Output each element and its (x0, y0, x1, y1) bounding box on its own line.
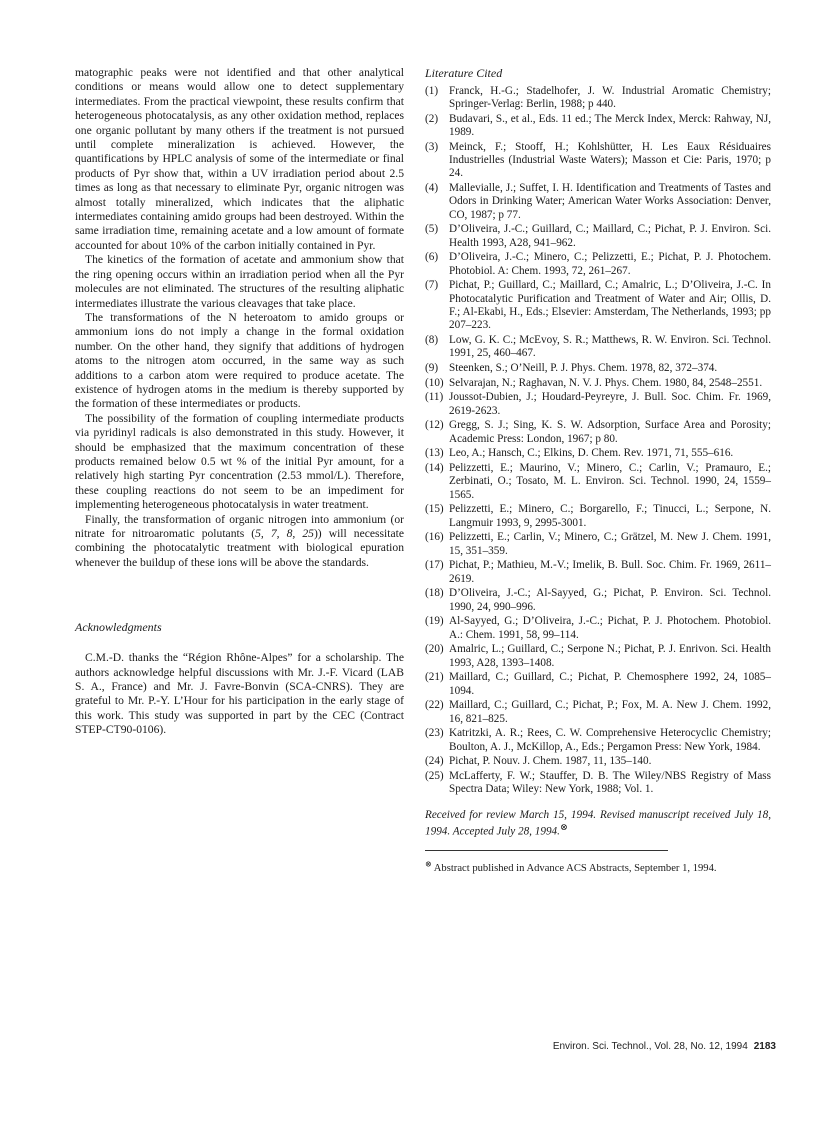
reference-text: D’Oliveira, J.-C.; Guillard, C.; Maillard, C.; Pichat, P. J. Environ. Sci. Health 1993, A28, 941–962. (449, 223, 771, 249)
reference-item (425, 699, 771, 725)
reference-number: (25) (425, 770, 444, 783)
reference-number: (13) (425, 447, 444, 460)
reference-text: Amalric, L.; Guillard, C.; Serpone N.; Pichat, P. J. Enrivon. Sci. Health 1993, A28, 1393–1408. (449, 643, 771, 669)
reference-item (425, 377, 771, 390)
reference-text: Maillard, C.; Guillard, C.; Pichat, P. Chemosphere 1992, 24, 1085–1094. (449, 671, 771, 697)
reference-item (425, 755, 771, 768)
reference-text: Pelizzetti, E.; Maurino, V.; Minero, C.; Carlin, V.; Pramauro, E.; Zerbinati, O.; Tosato, M. L. Environ. Sci. Technol. 1990, 24, 1559–1565. (449, 462, 771, 501)
reference-number: (12) (425, 419, 444, 432)
acknowledgments-text: C.M.-D. thanks the “Région Rhône-Alpes” for a scholarship. The authors acknowledge helpful discussions with Mr. J.-F. Vicard (LAB S. A., France) and Mr. J. Favre-Bonvin (SCA-CNRS). They are grateful to Mr. P.-Y. L’Hour for his participation in the early stage of this work. This study was supported in part by the CEC (Contract STEP-CT90-0106). (75, 651, 404, 737)
reference-text: Katritzki, A. R.; Rees, C. W. Comprehensive Heterocyclic Chemistry; Boulton, A. J., McKillop, A., Eds.; Pergamon Press: New York, 1984. (449, 727, 771, 753)
reference-text: Pichat, P.; Guillard, C.; Maillard, C.; Amalric, L.; D’Oliveira, J.-C. In Photocatalytic Purification and Treatment of Water and Air; Ollis, D. F.; Al-Ekabi, H., Eds.; Elsevier: Amsterdam, The Netherlands, 1993; pp 207–223. (449, 279, 771, 332)
reference-number: (23) (425, 727, 444, 740)
reference-text: Al-Sayyed, G.; D’Oliveira, J.-C.; Pichat, P. J. Photochem. Photobiol. A.: Chem. 1991, 58, 99–114. (449, 615, 771, 641)
reference-text: Selvarajan, N.; Raghavan, N. V. J. Phys. Chem. 1980, 84, 2548–2551. (449, 376, 763, 389)
reference-item (425, 419, 771, 445)
reference-text: Pelizzetti, E.; Minero, C.; Borgarello, F.; Tinucci, L.; Serpone, N. Langmuir 1993, 9, 2995-3001. (449, 503, 771, 529)
reference-item (425, 643, 771, 669)
reference-item (425, 85, 771, 111)
left-column (75, 66, 404, 738)
abstract-footnote (425, 859, 771, 875)
reference-text: Mallevialle, J.; Suffet, I. H. Identification and Treatments of Tastes and Odors in Drinking Water; American Water Works Association: Denver, CO, 1987; p 77. (449, 182, 771, 221)
reference-text: Steenken, S.; O’Neill, P. J. Phys. Chem. 1978, 82, 372–374. (449, 361, 718, 374)
reference-text: Low, G. K. C.; McEvoy, S. R.; Matthews, R. W. Environ. Sci. Technol. 1991, 25, 460–467. (449, 333, 771, 360)
received-text: Received for review March 15, 1994. Revised manuscript received July 18, 1994. Accepted July 28, 1994. (425, 808, 771, 838)
body-paragraph-4: The possibility of the formation of coupling intermediate products via pyridinyl radicals is also demonstrated in this study. However, it should be emphasized that the maximum concentration of these products remained below 0.5 wt % of the initial Pyr amount, for a relatively high starting Pyr concentration (2.53 mmol/L). Therefore, these coupling reactions do not seem to be an impediment for implementing heterogeneous photocatalysis in water treatment. (75, 411, 404, 512)
body-paragraph-3: The transformations of the N heteroatom to amido groups or ammonium ions do not imply a change in the formal oxidation number. On the other hand, they signify that additions of hydrogen atoms to the nitrogen atom occurred, in the same way as such additions to a carbon atom were required to produce acetate. The existence of hydrogen atoms in the medium is thereby supported by the formation of these intermediates or products. (75, 310, 404, 411)
reference-number: (5) (425, 223, 439, 236)
reference-number: (2) (425, 113, 439, 125)
reference-item (425, 113, 771, 139)
reference-number: (10) (425, 376, 444, 389)
reference-text: Pichat, P.; Mathieu, M.-V.; Imelik, B. Bull. Soc. Chim. Fr. 1969, 2611–2619. (449, 559, 771, 585)
received-dates (425, 809, 771, 840)
reference-item (425, 391, 771, 417)
reference-number: (18) (425, 587, 444, 600)
reference-number: (11) (425, 391, 444, 404)
reference-number: (21) (425, 671, 444, 684)
reference-item (425, 223, 771, 249)
reference-item (425, 559, 771, 585)
reference-number: (20) (425, 643, 444, 656)
reference-number: (19) (425, 615, 444, 628)
reference-text: Gregg, S. J.; Sing, K. S. W. Adsorption, Surface Area and Porosity; Academic Press: London, 1967; p 80. (449, 419, 771, 445)
reference-item (425, 671, 771, 697)
reference-text: Franck, H.-G.; Stadelhofer, J. W. Industrial Aromatic Chemistry; Springer-Verlag: Berlin, 1988; p 440. (449, 85, 771, 111)
reference-number: (9) (425, 361, 439, 374)
final-para-after: )) will necessitate combining the photocatalytic treatment with biological epuration whenever the buildup of these ions will be above the standards. (75, 527, 404, 569)
reference-item (425, 141, 771, 181)
reference-text: Maillard, C.; Guillard, C.; Pichat, P.; Fox, M. A. New J. Chem. 1992, 16, 821–825. (449, 699, 771, 725)
page-number: 2183 (753, 1041, 776, 1052)
reference-text: Pichat, P. Nouv. J. Chem. 1987, 11, 135–140. (449, 755, 652, 768)
reference-text: D’Oliveira, J.-C.; Minero, C.; Pelizzetti, E.; Pichat, P. J. Photochem. Photobiol. A: Chem. 1993, 72, 261–267. (449, 251, 771, 277)
reference-item (425, 251, 771, 277)
reference-text: Budavari, S., et al., Eds. 11 ed.; The Merck Index, Merck: Rahway, NJ, 1989. (449, 113, 771, 139)
acknowledgments-heading: Acknowledgments (75, 620, 162, 635)
reference-number: (22) (425, 699, 444, 712)
reference-number: (24) (425, 755, 444, 768)
reference-item (425, 531, 771, 557)
reference-text: Joussot-Dubien, J.; Houdard-Peyreyre, J. Bull. Soc. Chim. Fr. 1969, 2619-2623. (449, 391, 771, 417)
reference-text: Pelizzetti, E.; Carlin, V.; Minero, C.; Grätzel, M. New J. Chem. 1991, 15, 351–359. (449, 531, 771, 557)
reference-item (425, 727, 771, 753)
reference-item (425, 615, 771, 641)
reference-text: Leo, A.; Hansch, C.; Elkins, D. Chem. Rev. 1971, 71, 555–616. (449, 447, 734, 460)
reference-number: (3) (425, 141, 439, 153)
page-footer (496, 1041, 776, 1052)
reference-item (425, 462, 771, 502)
reference-number: (8) (425, 333, 439, 346)
right-column (425, 66, 771, 886)
reference-number: (14) (425, 462, 444, 475)
reference-item (425, 334, 771, 360)
reference-number: (17) (425, 559, 444, 572)
reference-number: (4) (425, 182, 439, 195)
received-footnote-mark: ⊗ (559, 823, 568, 834)
body-paragraph-5 (75, 513, 404, 571)
reference-item (425, 503, 771, 529)
reference-text: D’Oliveira, J.-C.; Al-Sayyed, G.; Pichat, P. Environ. Sci. Technol. 1990, 24, 990–996. (449, 587, 771, 613)
literature-cited-heading: Literature Cited (425, 66, 503, 80)
reference-text: McLafferty, F. W.; Stauffer, D. B. The Wiley/NBS Registry of Mass Spectra Data; Wiley: New York, 1988; Vol. 1. (449, 770, 771, 796)
reference-text: Meinck, F.; Stooff, H.; Kohlshütter, H. Les Eaux Résiduaires Industrielles (Industrial Waste Waters); Masson et Cie: Paris, 1970; p 24. (449, 141, 771, 180)
reference-number: (16) (425, 531, 444, 544)
abstract-footnote-mark: ⊗ (425, 859, 432, 869)
reference-item (425, 587, 771, 613)
reference-number: (15) (425, 503, 444, 516)
abstract-footnote-text: Abstract published in Advance ACS Abstracts, September 1, 1994. (433, 862, 717, 874)
body-paragraph-2: The kinetics of the formation of acetate and ammonium show that the ring opening occurs within an irradiation period when all the Pyr molecules are not eliminated. The structures of the resulting aliphatic intermediates illustrate the various cleavages that take place. (75, 253, 404, 310)
footnote-rule (425, 850, 668, 851)
reference-number: (7) (425, 279, 439, 292)
journal-citation: Environ. Sci. Technol., Vol. 28, No. 12, 1994 (552, 1041, 748, 1052)
reference-number: (1) (425, 85, 439, 97)
body-paragraph-1: matographic peaks were not identified and that other analytical conditions or means would allow one to detect supplementary intermediates. From the practical viewpoint, these results confirm that heterogeneous photocatalysis, as any other oxidation method, replaces one organic pollutant by many others if the treatment is not pursued until complete mineralization is achieved. However, the quantifications by HPLC analysis of some of the intermediate or final products of Pyr show that, within a UV irradiation period about 2.5 times as long as that necessary to eliminate Pyr, organic nitrogen was almost totally mineralized, which indicates that the aliphatic intermediates containing amido groups had been destroyed. Within the same irradiation time, remaining acetate and a low amount of formate accounted for about 10% of the carbon initially contained in Pyr. (75, 66, 404, 252)
reference-list (425, 85, 771, 797)
reference-item (425, 770, 771, 796)
final-para-before: Finally, the transformation of organic nitrogen into ammonium (or nitrate for nitroaromatic polutants ( (75, 512, 404, 540)
final-para-refs: 5, 7, 8, 25 (255, 527, 314, 540)
reference-item (425, 279, 771, 332)
reference-number: (6) (425, 251, 439, 264)
reference-item (425, 362, 771, 375)
reference-item (425, 447, 771, 460)
reference-item (425, 182, 771, 222)
